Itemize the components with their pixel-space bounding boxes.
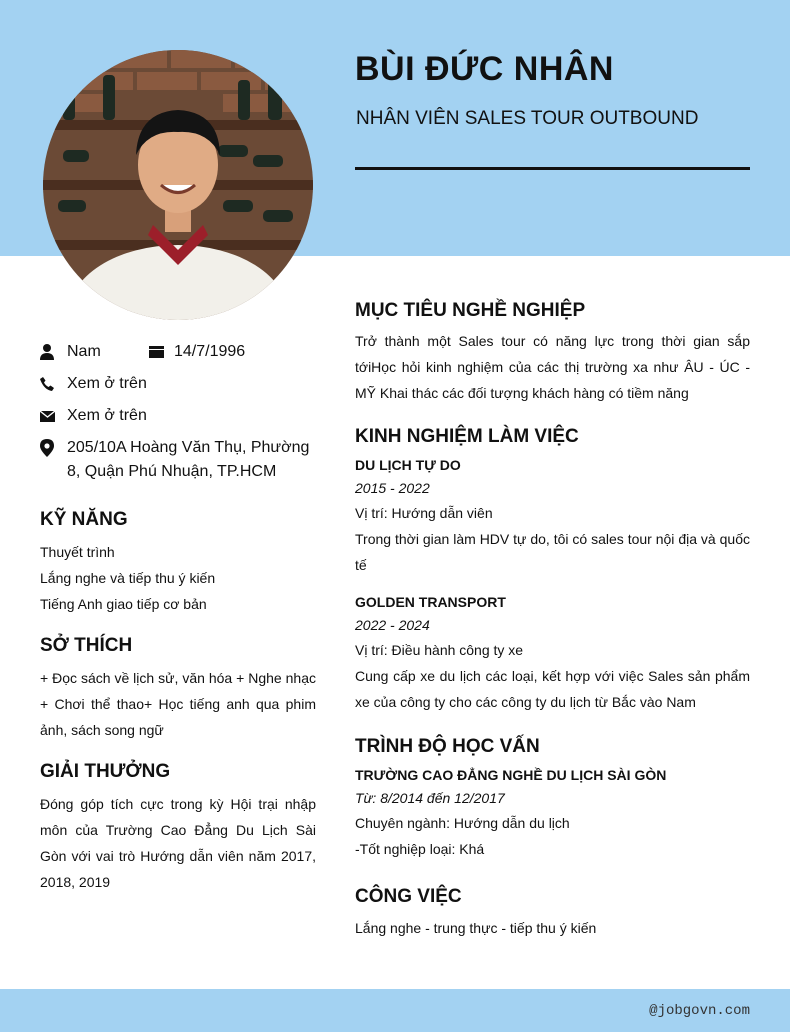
objective-heading: MỤC TIÊU NGHỀ NGHIỆP [355,300,586,321]
phone-icon [40,372,67,396]
skill-item: Thuyết trình [40,544,115,560]
experience-item [355,454,750,578]
skills-heading: KỸ NĂNG [40,509,128,530]
school-name: TRƯỜNG CAO ĐẲNG NGHỀ DU LỊCH SÀI GÒN [355,767,667,783]
phone-row [40,372,316,396]
objective-text: Trở thành một Sales tour có năng lực trong thời gian sắp tớiHọc hỏi kinh nghiệm của các thị trường xa như ÂU - ÚC - MỸ Khai thác các đối tượng khách hàng có tiềm năng [355,333,750,401]
education-item [355,764,750,862]
study-major: Chuyên ngành: Hướng dẫn du lịch [355,815,570,831]
dob-value: 14/7/1996 [174,343,246,360]
right-column [355,300,750,941]
mail-icon [40,404,67,428]
study-period: Từ: 8/2014 đến 12/2017 [355,790,505,806]
location-pin-icon [40,436,67,460]
education-heading: TRÌNH ĐỘ HỌC VẤN [355,736,540,757]
address-value: 205/10A Hoàng Văn Thụ, Phường 8, Quận Phú Nhuận, TP.HCM [67,439,310,480]
phone-value: Xem ở trên [67,375,147,392]
job-period: 2022 - 2024 [355,617,430,633]
gender-value: Nam [67,343,101,360]
title-divider [355,167,750,170]
work-style-text: Lắng nghe - trung thực - tiếp thu ý kiến [355,920,597,936]
gender-dob-row [40,340,316,364]
candidate-name: BÙI ĐỨC NHÂN [355,50,614,88]
email-row [40,404,316,428]
job-period: 2015 - 2022 [355,480,430,496]
skill-item: Tiếng Anh giao tiếp cơ bản [40,596,207,612]
address-row [40,436,316,484]
hobbies-heading: SỞ THÍCH [40,635,133,656]
left-column [40,340,316,895]
hobbies-text: + Đọc sách về lịch sử, văn hóa + Nghe nhạc + Chơi thể thao+ Học tiếng anh qua phim ảnh, sách song ngữ [40,670,316,738]
job-description: Trong thời gian làm HDV tự do, tôi có sales tour nội địa và quốc tế [355,531,750,573]
awards-heading: GIẢI THƯỞNG [40,761,171,782]
watermark-text: @jobgovn.com [649,1003,750,1019]
study-grade: -Tốt nghiệp loại: Khá [355,841,485,857]
person-icon [40,340,67,364]
job-description: Cung cấp xe du lịch các loại, kết hợp với việc Sales sản phẩm xe của công ty cho các công ty du lịch từ Bắc vào Nam [355,668,750,710]
awards-text: Đóng góp tích cực trong kỳ Hội trại nhập môn của Trường Cao Đẳng Du Lịch Sài Gòn với vai trò Hướng dẫn viên năm 2017, 2018, 2019 [40,796,316,890]
job-role: Vị trí: Hướng dẫn viên [355,505,493,521]
company-name: DU LỊCH TỰ DO [355,457,461,473]
job-role: Vị trí: Điều hành công ty xe [355,642,524,658]
experience-heading: KINH NGHIỆM LÀM VIỆC [355,426,579,447]
work-style-heading: CÔNG VIỆC [355,886,462,907]
experience-item [355,591,750,715]
calendar-icon [149,340,174,364]
email-value: Xem ở trên [67,407,147,424]
company-name: GOLDEN TRANSPORT [355,594,506,610]
profile-photo [43,50,313,320]
skill-item: Lắng nghe và tiếp thu ý kiến [40,570,216,586]
skills-list [40,539,316,617]
job-title: NHÂN VIÊN SALES TOUR OUTBOUND [356,108,699,129]
